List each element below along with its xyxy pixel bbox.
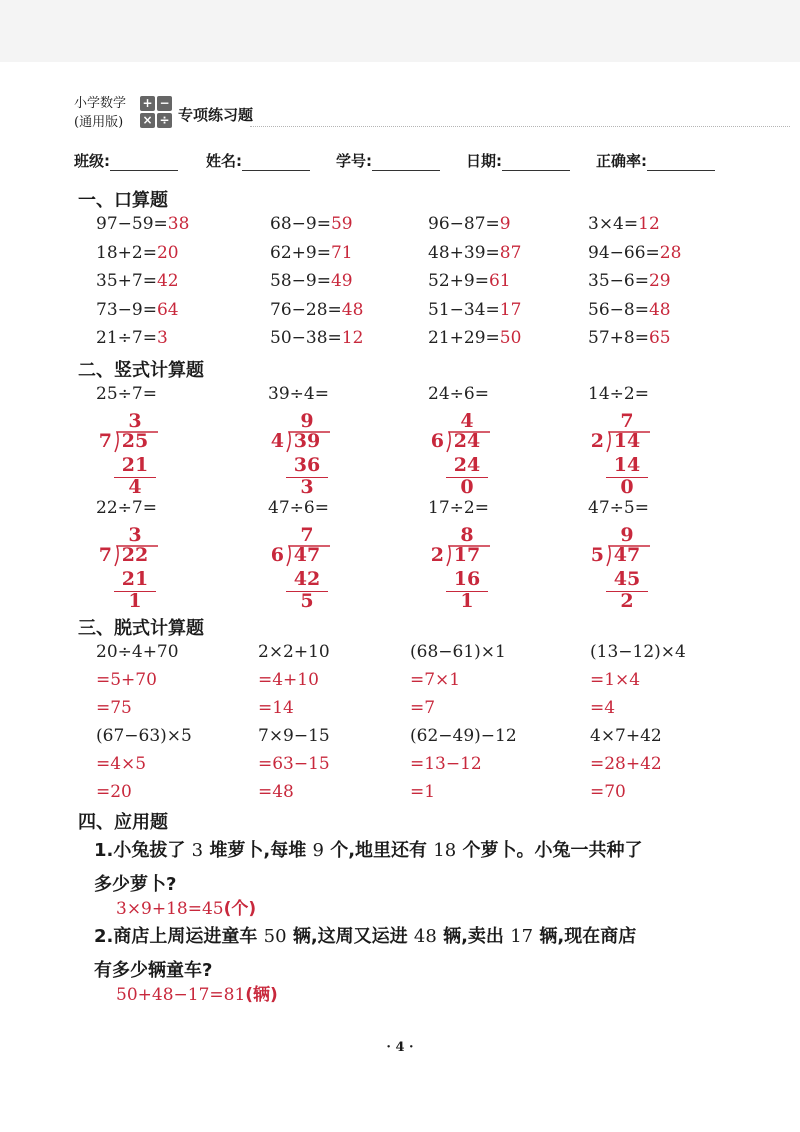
section-4-title: 四、应用题 — [78, 812, 168, 833]
dividend: 14 — [613, 430, 641, 452]
question-text: 48+39= — [428, 242, 500, 263]
question-text: 68−9= — [270, 214, 331, 234]
answer-text: 3 — [156, 328, 168, 348]
answer-text: 48 — [341, 299, 364, 320]
info-accuracy — [596, 150, 715, 171]
remainder: 5 — [300, 590, 314, 612]
product: 24 — [453, 454, 481, 476]
answer-expression: 50+48−17=81 — [116, 985, 246, 1005]
answer-text: 12 — [341, 328, 364, 348]
mental-math-item — [96, 300, 179, 320]
info-name — [206, 150, 310, 171]
dividend: 39 — [293, 430, 321, 452]
divisor: 2 — [430, 544, 444, 566]
division-question: 25÷7= — [96, 384, 157, 404]
divisor: 5 — [590, 544, 604, 566]
answer-text: 20 — [156, 242, 179, 263]
mental-math-item — [96, 328, 168, 348]
remainder: 3 — [300, 476, 314, 498]
step-question: (62−49)−12 — [410, 726, 517, 746]
accuracy-field[interactable] — [647, 152, 715, 171]
product: 21 — [121, 568, 149, 590]
answer-unit: (个) — [223, 899, 257, 919]
student-id-field[interactable] — [372, 152, 440, 171]
long-division — [586, 524, 682, 634]
name-field[interactable] — [242, 152, 310, 171]
minus-icon: − — [157, 96, 172, 111]
plus-icon: + — [140, 96, 155, 111]
step-1: =5+70 — [96, 670, 157, 690]
step-2: =75 — [96, 698, 132, 718]
quotient: 3 — [128, 410, 142, 432]
page-number: · 4 · — [386, 1040, 414, 1055]
question-text: 35−6= — [588, 271, 649, 291]
question-text: 97−59= — [96, 214, 168, 234]
dividend: 47 — [613, 544, 641, 566]
answer-text: 9 — [499, 214, 511, 234]
step-1: =7×1 — [410, 670, 461, 690]
dividend: 17 — [453, 544, 481, 566]
step-question: 20÷4+70 — [96, 642, 179, 662]
word-problem — [94, 834, 642, 902]
divisor: 6 — [430, 430, 444, 452]
question-text: 18+2= — [96, 242, 157, 263]
answer-text: 48 — [648, 299, 671, 320]
division-question: 47÷5= — [588, 498, 649, 518]
answer-text: 64 — [156, 299, 179, 320]
student-id-label: 学号: — [336, 152, 372, 170]
step-2: =20 — [96, 782, 132, 802]
problem-text: 个萝卜。小兔一共种了 — [456, 840, 643, 861]
question-text: 73−9= — [96, 299, 157, 320]
mental-math-item — [428, 271, 511, 291]
mental-math-item — [428, 328, 521, 348]
step-2: =48 — [258, 782, 294, 802]
mental-math-item — [96, 243, 179, 263]
dividend: 25 — [121, 430, 149, 452]
times-icon: × — [140, 113, 155, 128]
step-2: =7 — [410, 698, 436, 718]
mental-math-item — [428, 300, 521, 320]
divisor: 2 — [590, 430, 604, 452]
mental-math-item — [270, 271, 353, 291]
answer-text: 59 — [330, 214, 353, 234]
product: 42 — [293, 568, 321, 590]
product: 36 — [293, 454, 321, 476]
mental-math-item — [428, 243, 521, 263]
divisor: 4 — [270, 430, 284, 452]
mental-math-item — [588, 271, 671, 291]
question-text: 21÷7= — [96, 328, 157, 348]
division-question: 24÷6= — [428, 384, 489, 404]
operations-icon — [140, 96, 174, 130]
quotient: 3 — [128, 524, 142, 546]
problem-line-2: 多少萝卜? — [94, 874, 177, 895]
question-text: 51−34= — [428, 299, 500, 320]
quotient: 9 — [300, 410, 314, 432]
word-answer — [116, 894, 256, 919]
mental-math-item — [270, 328, 363, 348]
question-text: 96−87= — [428, 214, 500, 234]
step-1: =28+42 — [590, 754, 662, 774]
long-division — [266, 524, 362, 634]
divisor: 6 — [270, 544, 284, 566]
quotient: 9 — [620, 524, 634, 546]
remainder: 4 — [128, 476, 142, 498]
step-1: =4+10 — [258, 670, 319, 690]
mental-math-item — [270, 300, 363, 320]
mental-math-item — [588, 300, 671, 320]
question-text: 62+9= — [270, 242, 331, 263]
answer-text: 42 — [156, 271, 179, 291]
subject-line-2: (通用版) — [74, 115, 124, 130]
class-label: 班级: — [74, 152, 110, 170]
step-2: =1 — [410, 782, 436, 802]
problem-text: 堆萝卜,每堆 — [203, 840, 313, 861]
step-2: =4 — [590, 698, 616, 718]
question-text: 50−38= — [270, 328, 342, 348]
step-1: =4×5 — [96, 754, 147, 774]
subject-line-1: 小学数学 — [74, 96, 127, 111]
answer-text: 28 — [659, 242, 682, 263]
step-question: 2×2+10 — [258, 642, 330, 662]
word-answer — [116, 980, 278, 1005]
question-text: 56−8= — [588, 299, 649, 320]
date-label: 日期: — [466, 152, 502, 170]
long-division — [426, 524, 522, 634]
product: 14 — [613, 454, 641, 476]
remainder: 0 — [620, 476, 634, 498]
mental-math-item — [270, 214, 353, 234]
mental-math-item — [96, 214, 189, 234]
problem-text: 2.商店上周运进童车 — [94, 926, 264, 947]
quotient: 8 — [460, 524, 474, 546]
mental-math-item — [96, 271, 179, 291]
remainder: 2 — [620, 590, 634, 612]
division-question: 22÷7= — [96, 498, 157, 518]
step-question: (13−12)×4 — [590, 642, 686, 662]
division-question: 47÷6= — [268, 498, 329, 518]
question-text: 52+9= — [428, 271, 489, 291]
problem-number: 9 — [312, 840, 324, 861]
division-question: 14÷2= — [588, 384, 649, 404]
remainder: 1 — [128, 590, 142, 612]
problem-number: 48 — [413, 926, 437, 947]
section-3-title: 三、脱式计算题 — [78, 618, 204, 639]
step-question: (68−61)×1 — [410, 642, 506, 662]
problem-line-1 — [94, 834, 642, 868]
remainder: 1 — [460, 590, 474, 612]
mental-math-item — [588, 214, 660, 234]
word-problem — [94, 920, 636, 988]
section-1-title: 一、口算题 — [78, 190, 168, 211]
remainder: 0 — [460, 476, 474, 498]
top-band — [0, 0, 800, 62]
divide-icon: ÷ — [157, 113, 172, 128]
dividend: 47 — [293, 544, 321, 566]
answer-text: 12 — [638, 214, 660, 234]
problem-text: 辆,这周又运进 — [286, 926, 414, 947]
problem-number: 17 — [510, 926, 534, 947]
class-field[interactable] — [110, 152, 178, 171]
division-question: 39÷4= — [268, 384, 329, 404]
product: 45 — [613, 568, 641, 590]
answer-text: 87 — [499, 242, 522, 263]
problem-text: 辆,卖出 — [436, 926, 511, 947]
step-1: =1×4 — [590, 670, 641, 690]
worksheet-title: 专项练习题 — [178, 106, 254, 124]
step-2: =70 — [590, 782, 626, 802]
step-1: =13−12 — [410, 754, 482, 774]
answer-text: 50 — [499, 328, 522, 348]
step-question: 4×7+42 — [590, 726, 662, 746]
problem-text: 个,地里还有 — [323, 840, 434, 861]
answer-unit: (辆) — [245, 985, 278, 1005]
step-2: =14 — [258, 698, 294, 718]
header-divider — [250, 126, 790, 127]
quotient: 4 — [460, 410, 474, 432]
section-2-title: 二、竖式计算题 — [78, 360, 204, 381]
answer-text: 17 — [499, 299, 522, 320]
info-class — [74, 150, 178, 171]
info-date — [466, 150, 570, 171]
step-1: =63−15 — [258, 754, 330, 774]
question-text: 21+29= — [428, 328, 500, 348]
answer-text: 49 — [330, 271, 353, 291]
problem-number: 18 — [433, 840, 457, 861]
quotient: 7 — [620, 410, 634, 432]
problem-text: 1.小兔拔了 — [94, 840, 192, 861]
question-text: 94−66= — [588, 242, 660, 263]
division-question: 17÷2= — [428, 498, 489, 518]
dividend: 24 — [453, 430, 481, 452]
mental-math-item — [588, 243, 681, 263]
dividend: 22 — [121, 544, 149, 566]
problem-number: 50 — [263, 926, 287, 947]
subject-label — [74, 94, 144, 132]
date-field[interactable] — [502, 152, 570, 171]
mental-math-item — [588, 328, 671, 348]
question-text: 3×4= — [588, 214, 639, 234]
mental-math-item — [428, 214, 511, 234]
answer-expression: 3×9+18=45 — [116, 899, 224, 919]
answer-text: 29 — [648, 271, 671, 291]
divisor: 7 — [98, 430, 112, 452]
step-question: (67−63)×5 — [96, 726, 192, 746]
answer-text: 71 — [330, 242, 353, 263]
problem-line-1 — [94, 920, 636, 954]
product: 21 — [121, 454, 149, 476]
answer-text: 38 — [167, 214, 190, 234]
question-text: 57+8= — [588, 328, 649, 348]
problem-text: 辆,现在商店 — [533, 926, 637, 947]
accuracy-label: 正确率: — [596, 152, 647, 170]
divisor: 7 — [98, 544, 112, 566]
question-text: 58−9= — [270, 271, 331, 291]
step-question: 7×9−15 — [258, 726, 330, 746]
product: 16 — [453, 568, 481, 590]
question-text: 35+7= — [96, 271, 157, 291]
mental-math-item — [270, 243, 353, 263]
info-student-id — [336, 150, 440, 171]
name-label: 姓名: — [206, 152, 242, 170]
answer-text: 65 — [648, 328, 671, 348]
answer-text: 61 — [488, 271, 511, 291]
question-text: 76−28= — [270, 299, 342, 320]
problem-number: 3 — [191, 840, 204, 861]
problem-line-2: 有多少辆童车? — [94, 960, 213, 981]
quotient: 7 — [300, 524, 314, 546]
